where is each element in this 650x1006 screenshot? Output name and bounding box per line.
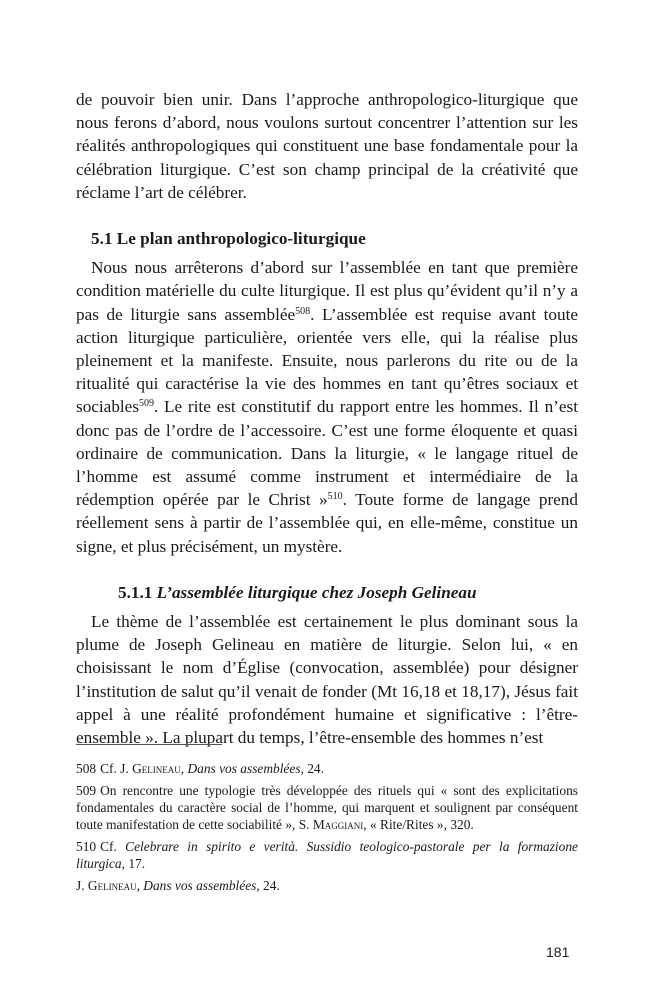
page-number: 181 — [546, 944, 570, 960]
subsection-heading — [76, 581, 578, 604]
work-title: Dans vos assemblées — [143, 878, 257, 893]
footnote-number: 508 — [76, 761, 97, 776]
author-name: Maggiani — [312, 817, 364, 832]
footnote-number: 509 — [76, 783, 97, 798]
footnote-text: J. — [76, 878, 88, 893]
paragraph-text: . Le rite est constitutif du rapport entre les hommes. Il n’est donc pas de l’ordre de l’accessoire. C’est une forme éloquente et quasi ordinaire de communication. Dans la liturgie, « le langage rituel de l’homme est assumé comme instrument et intermédiaire de la rédemption opérée par le Christ » — [76, 397, 578, 510]
footnote-text: , « Rite/Rites », 320. — [363, 817, 474, 832]
footnote-511 — [76, 877, 578, 894]
footnote-text: , 24. — [300, 761, 324, 776]
footnotes — [76, 760, 578, 899]
footnote-508 — [76, 760, 578, 777]
work-title: Celebrare in spirito e verità. Sussidio teologico-pastorale per la formazione liturgica — [76, 839, 578, 871]
footnote-text: , — [136, 878, 144, 893]
footnote-ref-508[interactable]: 508 — [295, 305, 311, 317]
paragraph-text: . Toute forme de langage prend réellement sens à partir de l’assemblée qui, en elle-même, constitue un signe, et plus précisément, un mystère. — [76, 490, 578, 556]
subsection-title: L’assemblée liturgique chez Joseph Gelineau — [156, 582, 477, 602]
section-heading: 5.1 Le plan anthropologico-liturgique — [91, 229, 366, 249]
footnote-text: Cf. J. — [100, 761, 133, 776]
footnote-text: , — [180, 761, 188, 776]
footnote-ref-510[interactable]: 510 — [327, 491, 343, 503]
paragraph-continuation: de pouvoir bien unir. Dans l’approche anthropologico-liturgique que nous ferons d’abord, nous voulons surtout concentrer l’attention sur les réalités anthropologiques qui constituent une base fondamentale pour la célébration liturgique. C’est son champ principal de la créativité que réclame l’art de célébrer. — [76, 90, 578, 202]
main-text — [76, 88, 578, 749]
footnote-text: , 17. — [121, 856, 146, 871]
footnote-text: On rencontre une typologie très développée des rituels qui « sont des explicitations fondamentales du caractère social de l’homme, qui marquent et soulignent par conséquent toute manifestation de cette sociabilité », S. — [76, 783, 578, 832]
author-name: Gelineau — [132, 761, 181, 776]
work-title: Dans vos assemblées — [187, 761, 301, 776]
paragraph-text: Nous nous arrêterons d’abord sur l’assemblée en tant que première condition matérielle du culte liturgique. Il est plus qu’évident qu’il n’y a pas de liturgie sans assemblée — [76, 258, 578, 324]
footnote-509 — [76, 782, 578, 833]
paragraph-text: . L’assemblée est requise avant toute action liturgique particulière, orientée vers elle, qui la réalise plus pleinement et la manifeste. Ensuite, nous parlerons du rite ou de la ritualité qui caractérise la vie des hommes en tant qu’êtres sociaux et sociables — [76, 304, 578, 417]
paragraph-assembly — [76, 256, 578, 558]
subsection-number: 5.1.1 — [118, 582, 157, 602]
footnote-text: Cf. — [100, 839, 126, 854]
paragraph-gelineau: Le thème de l’assemblée est certainement le plus dominant sous la plume de Joseph Gelineau en matière de liturgie. Selon lui, « en choisissant le nom d’Église (convocation, assemblée) pour désigner l’institution de salut qu’il venait de fonder (Mt 16,18 et 18,17), Jésus fait appel à une réalité profondément humaine et significative : l’être-ensemble ». La plupart du temps, l’être-ensemble des hommes n’est — [76, 612, 578, 748]
footnote-510 — [76, 838, 578, 872]
footnote-text: , 24. — [256, 878, 280, 893]
author-name: Gelineau — [87, 878, 137, 893]
footnote-separator — [76, 744, 222, 745]
footnote-number: 510 — [76, 839, 97, 854]
footnote-ref-509[interactable]: 509 — [139, 398, 155, 410]
